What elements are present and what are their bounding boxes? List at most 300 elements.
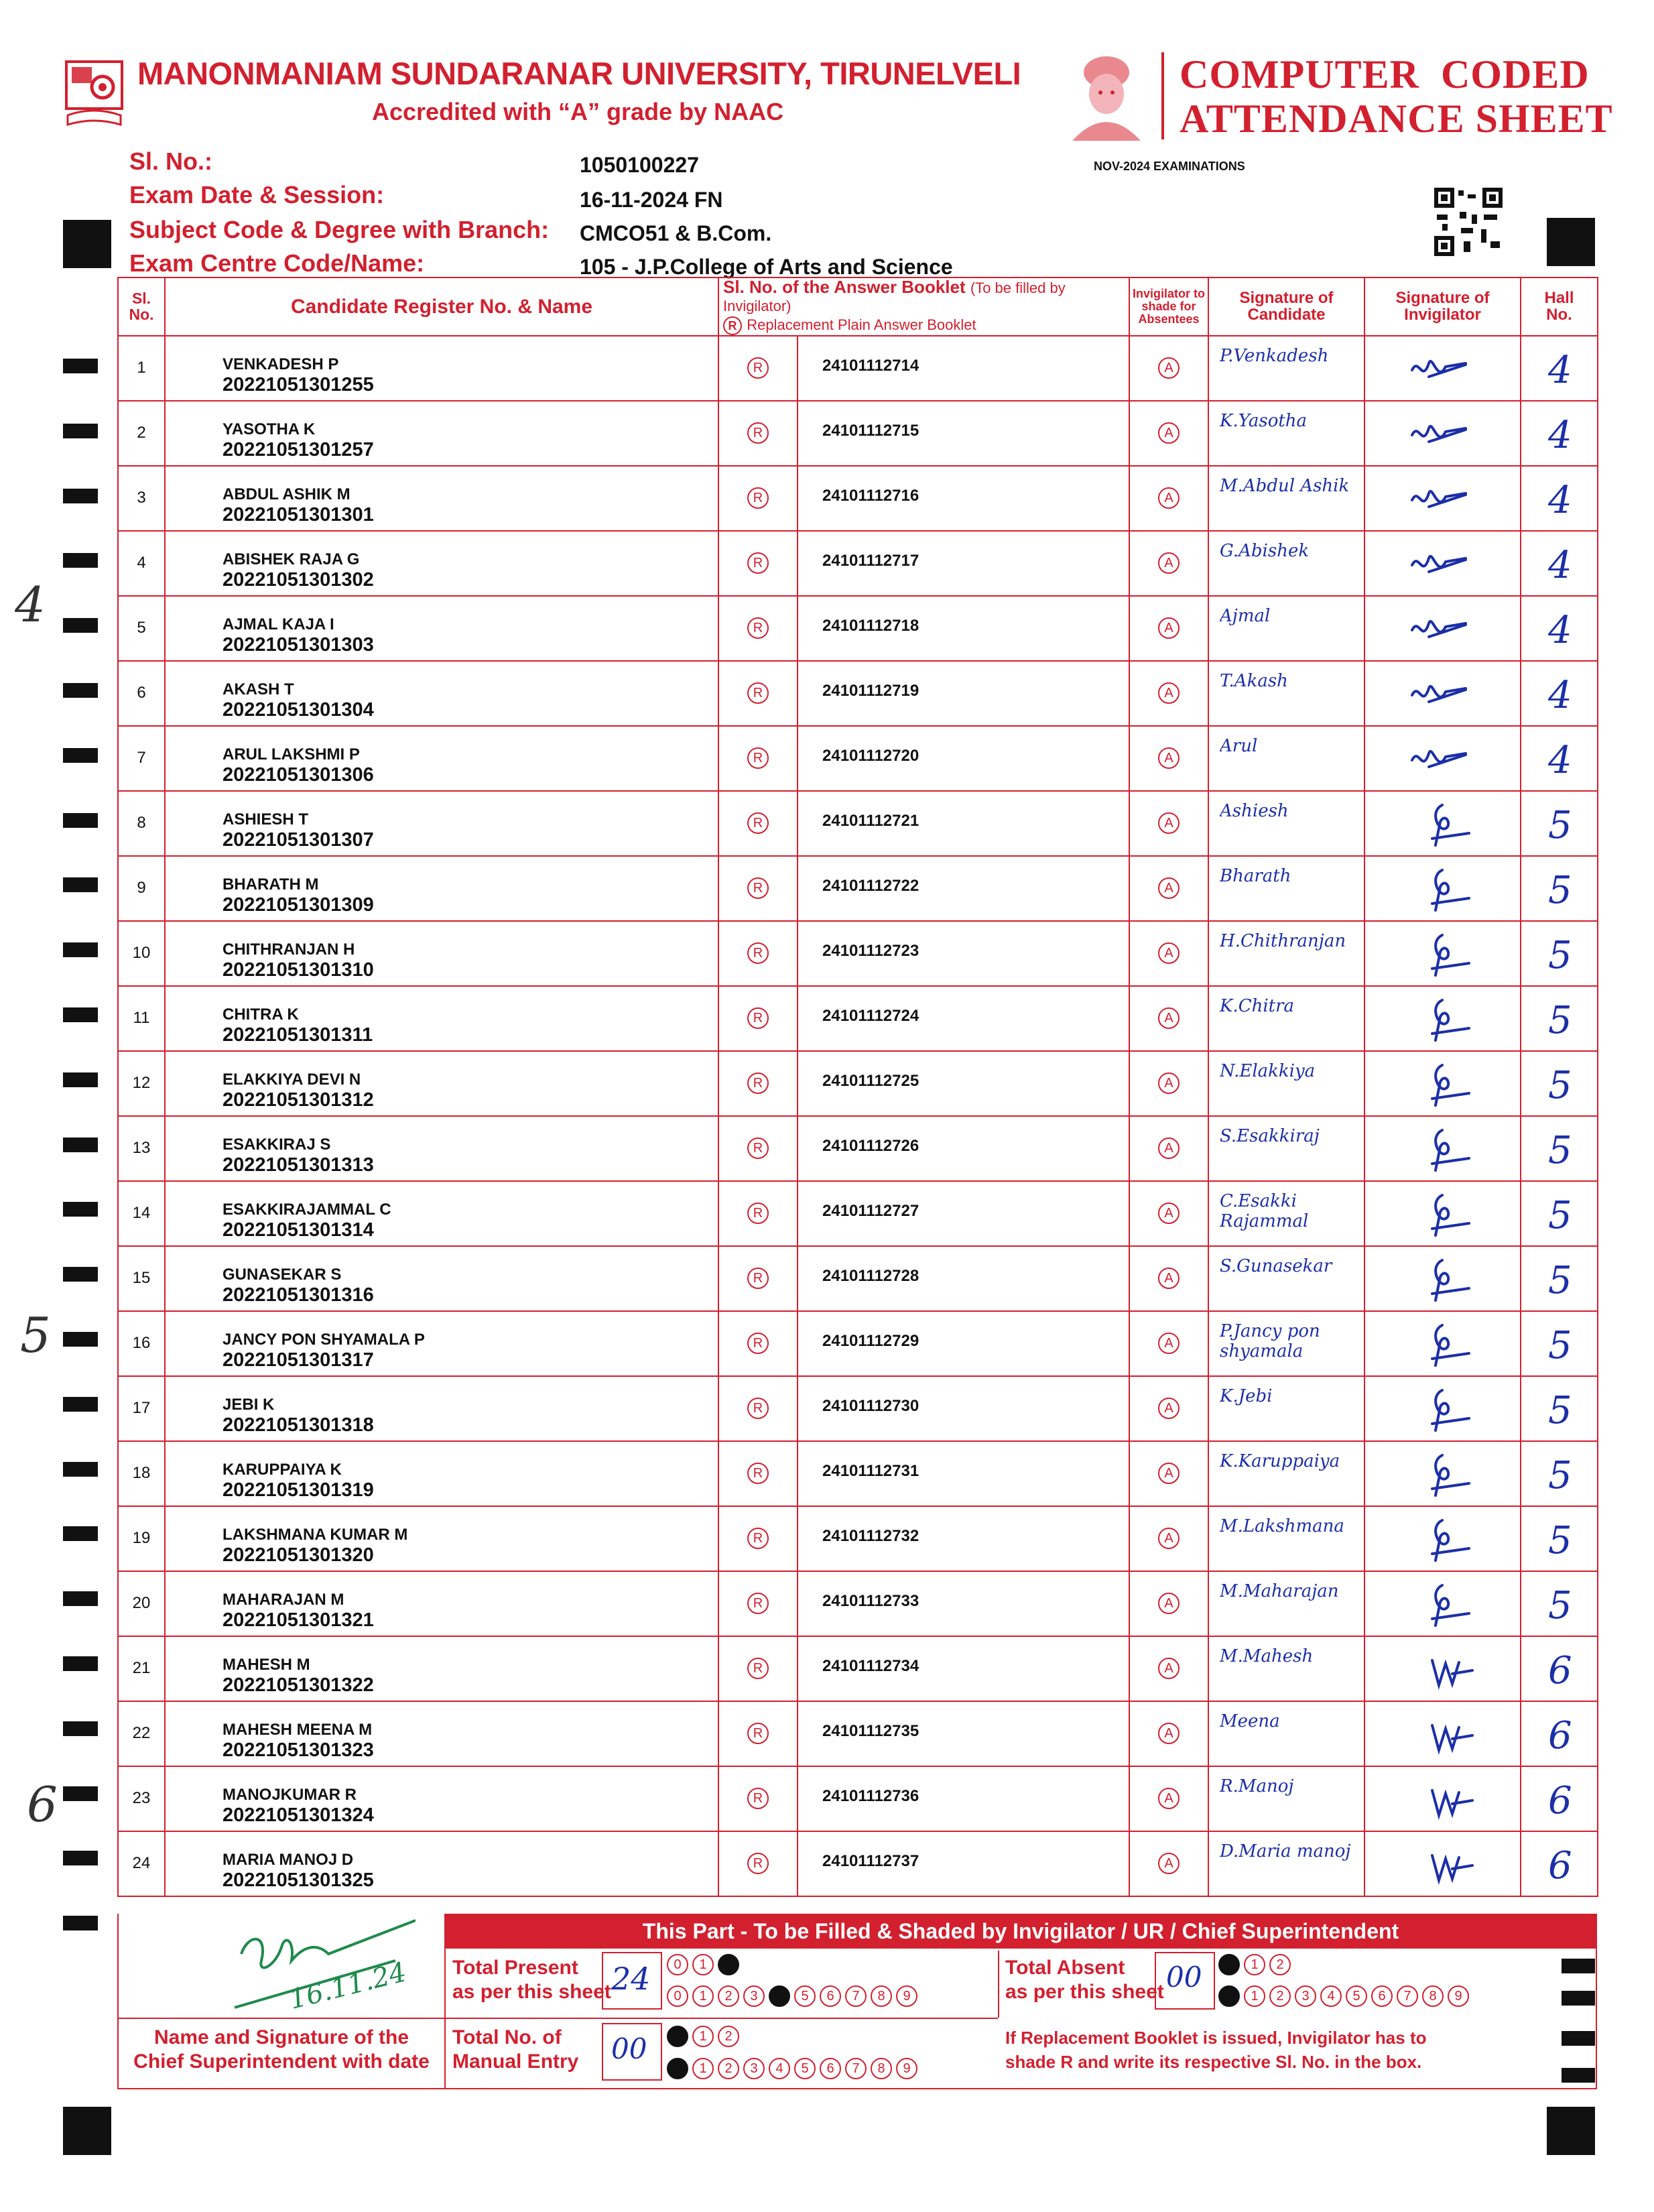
booklet-number: 24101112735 (822, 1721, 919, 1740)
table-header-row (118, 278, 1598, 336)
absent-bubble[interactable]: A (1158, 1203, 1180, 1224)
timing-mark (63, 1721, 98, 1736)
absent-bubble[interactable]: A (1158, 357, 1180, 379)
booklet-number: 24101112731 (822, 1461, 919, 1480)
booklet-cell (798, 1116, 1129, 1181)
candidate-name: ABISHEK RAJA G (222, 550, 360, 568)
replacement-bubble[interactable]: R (747, 1333, 769, 1354)
invigilator-signature-cell (1364, 466, 1521, 531)
booklet-cell (798, 661, 1129, 726)
booklet-cell (798, 401, 1129, 466)
absent-bubble[interactable]: A (1158, 682, 1180, 704)
hall-cell (1521, 1831, 1598, 1896)
timing-mark (63, 877, 98, 892)
invigilator-signature (1365, 987, 1521, 1050)
present-tens-bubbles[interactable]: 0 1 2 (667, 1954, 739, 1975)
row-sl: 24 (118, 1831, 165, 1896)
absent-bubble[interactable]: A (1158, 552, 1180, 574)
candidate-cell (165, 1571, 718, 1636)
row-sl: 7 (118, 726, 165, 791)
hall-cell (1521, 1571, 1598, 1636)
invigilator-signature-cell (1364, 531, 1521, 596)
candidate-signature: P.Venkadesh (1220, 345, 1329, 366)
candidate-reg-no: 20221051301323 (222, 1739, 374, 1761)
replacement-bubble-cell[interactable] (718, 1116, 798, 1181)
table-row (118, 1441, 1598, 1506)
candidate-cell (165, 1506, 718, 1571)
replacement-bubble-cell[interactable] (718, 336, 798, 401)
absent-bubble-cell[interactable] (1129, 726, 1208, 791)
booklet-number: 24101112733 (822, 1591, 919, 1610)
absent-bubble-cell[interactable] (1129, 921, 1208, 986)
absent-bubble-cell[interactable] (1129, 1376, 1208, 1441)
founder-portrait (1067, 52, 1146, 141)
absent-bubble-cell[interactable] (1129, 1636, 1208, 1701)
candidate-reg-no: 20221051301313 (222, 1154, 374, 1176)
sl-no-value: 1050100227 (580, 153, 699, 177)
replacement-bubble[interactable]: R (747, 1072, 769, 1094)
absent-bubble[interactable]: A (1158, 1138, 1180, 1159)
booklet-number: 24101112737 (822, 1851, 919, 1870)
invigilator-signature (1365, 532, 1521, 595)
replacement-bubble[interactable]: R (747, 682, 769, 704)
replacement-bubble-cell[interactable] (718, 661, 798, 726)
absent-bubble[interactable]: A (1158, 812, 1180, 834)
booklet-number: 24101112721 (822, 811, 919, 830)
timing-mark (63, 1851, 98, 1865)
absent-bubble-cell[interactable] (1129, 1051, 1208, 1116)
absent-bubble[interactable]: A (1158, 942, 1180, 964)
table-row (118, 596, 1598, 661)
replacement-bubble-cell[interactable] (718, 401, 798, 466)
candidate-name: CHITRA K (222, 1005, 299, 1024)
hall-number: 4 (1548, 543, 1572, 587)
absent-bubble[interactable]: A (1158, 1398, 1180, 1419)
timing-mark (63, 1916, 98, 1930)
candidate-reg-no: 20221051301304 (222, 698, 374, 721)
replacement-bubble-cell[interactable] (718, 1831, 798, 1896)
candidate-signature: Ajmal (1220, 605, 1271, 626)
replacement-bubble[interactable]: R (747, 1723, 769, 1744)
candidate-signature-cell (1208, 1051, 1364, 1116)
header-candidate: Candidate Register No. & Name (165, 278, 718, 336)
replacement-bubble[interactable]: R (747, 877, 769, 899)
replacement-bubble[interactable]: R (747, 942, 769, 964)
chief-label: Name and Signature of the Chief Superintendent with date (133, 2026, 430, 2073)
booklet-cell (798, 1311, 1129, 1376)
replacement-bubble-cell[interactable] (718, 1181, 798, 1246)
replacement-bubble[interactable]: R (747, 1203, 769, 1224)
booklet-cell (798, 1506, 1129, 1571)
replacement-bubble-cell[interactable] (718, 596, 798, 661)
row-sl: 1 (118, 336, 165, 401)
invigilator-signature-cell (1364, 1636, 1521, 1701)
absent-bubble-cell[interactable] (1129, 1571, 1208, 1636)
absent-bubble[interactable]: A (1158, 1007, 1180, 1029)
replacement-bubble-cell[interactable] (718, 1636, 798, 1701)
candidate-cell (165, 401, 718, 466)
candidate-signature: Arul (1220, 735, 1258, 756)
candidate-reg-no: 20221051301325 (222, 1869, 374, 1891)
hall-number: 6 (1548, 1713, 1572, 1758)
candidate-signature: C.Esakki Rajammal (1220, 1190, 1309, 1231)
replacement-bubble-cell[interactable] (718, 986, 798, 1051)
invigilator-signature-cell (1364, 1831, 1521, 1896)
present-units-bubbles[interactable]: 0 1 2 3 4 5 6 7 8 9 (667, 1985, 917, 2007)
candidate-name: CHITHRANJAN H (222, 940, 355, 959)
candidate-reg-no: 20221051301301 (222, 503, 374, 526)
absent-bubble-cell[interactable] (1129, 791, 1208, 856)
absent-bubble[interactable]: A (1158, 877, 1180, 899)
row-sl: 13 (118, 1116, 165, 1181)
absent-bubble[interactable]: A (1158, 617, 1180, 639)
booklet-cell (798, 1376, 1129, 1441)
invigilator-signature-cell (1364, 401, 1521, 466)
invigilator-signature-cell (1364, 1246, 1521, 1311)
replacement-bubble-cell[interactable] (718, 531, 798, 596)
hall-number: 5 (1548, 998, 1572, 1042)
candidate-signature-cell (1208, 726, 1364, 791)
candidate-signature-cell (1208, 1766, 1364, 1831)
absent-bubble[interactable]: A (1158, 1723, 1180, 1744)
replacement-bubble-cell[interactable] (718, 1051, 798, 1116)
booklet-number: 24101112718 (822, 616, 919, 635)
replacement-bubble[interactable]: R (747, 1788, 769, 1809)
invigilator-signature-cell (1364, 1571, 1521, 1636)
invigilator-signature-cell (1364, 1051, 1521, 1116)
booklet-number: 24101112726 (822, 1136, 919, 1155)
table-row (118, 336, 1598, 401)
table-row (118, 1766, 1598, 1831)
absent-bubble-cell[interactable] (1129, 466, 1208, 531)
candidate-reg-no: 20221051301321 (222, 1609, 374, 1631)
row-sl: 4 (118, 531, 165, 596)
candidate-cell (165, 466, 718, 531)
registration-mark (63, 220, 111, 268)
candidate-signature-cell (1208, 1311, 1364, 1376)
candidate-reg-no: 20221051301314 (222, 1219, 374, 1241)
candidate-reg-no: 20221051301317 (222, 1349, 374, 1371)
booklet-cell (798, 1831, 1129, 1896)
candidate-reg-no: 20221051301302 (222, 568, 374, 591)
replacement-bubble[interactable]: R (747, 1268, 769, 1289)
candidate-cell (165, 596, 718, 661)
candidate-name: BHARATH M (222, 875, 319, 894)
absent-bubble-cell[interactable] (1129, 1311, 1208, 1376)
timing-mark (1562, 1959, 1595, 1973)
row-sl: 8 (118, 791, 165, 856)
absent-bubble[interactable]: A (1158, 1333, 1180, 1354)
timing-mark (63, 1462, 98, 1477)
booklet-number: 24101112729 (822, 1331, 919, 1350)
timing-mark (63, 942, 98, 957)
absent-bubble[interactable]: A (1158, 1072, 1180, 1094)
table-row (118, 791, 1598, 856)
invigilator-signature-cell (1364, 1311, 1521, 1376)
candidate-name: JANCY PON SHYAMALA P (222, 1330, 425, 1349)
absent-bubble[interactable]: A (1158, 1788, 1180, 1809)
candidate-signature: P.Jancy pon shyamala (1220, 1320, 1320, 1361)
exam-date-value: 16-11-2024 FN (580, 188, 723, 212)
registration-mark (1547, 218, 1595, 266)
candidate-signature-cell (1208, 986, 1364, 1051)
candidate-reg-no: 20221051301318 (222, 1414, 374, 1436)
absent-bubble-cell[interactable] (1129, 531, 1208, 596)
subject-value: CMCO51 & B.Com. (580, 221, 772, 245)
candidate-signature-cell (1208, 531, 1364, 596)
hall-number: 5 (1548, 1583, 1572, 1627)
absent-bubble-cell[interactable] (1129, 1701, 1208, 1766)
candidate-signature-cell (1208, 921, 1364, 986)
replacement-bubble-cell[interactable] (718, 921, 798, 986)
sl-no-label: Sl. No.: (129, 147, 212, 175)
candidate-signature-cell (1208, 661, 1364, 726)
row-sl: 11 (118, 986, 165, 1051)
hall-number: 5 (1548, 1453, 1572, 1497)
chief-date: 16.11.24 (286, 1957, 410, 2016)
absent-bubble[interactable]: A (1158, 422, 1180, 444)
candidate-name: ESAKKIRAJAMMAL C (222, 1200, 391, 1219)
absent-bubble[interactable]: A (1158, 747, 1180, 769)
booklet-number: 24101112732 (822, 1526, 919, 1545)
candidate-name: ABDUL ASHIK M (222, 485, 351, 503)
replacement-bubble[interactable]: R (747, 487, 769, 509)
margin-note: 5 (20, 1307, 51, 1363)
candidate-reg-no: 20221051301310 (222, 959, 374, 981)
table-row (118, 726, 1598, 791)
absent-bubble-cell[interactable] (1129, 661, 1208, 726)
table-row (118, 531, 1598, 596)
invigilator-signature-cell (1364, 856, 1521, 921)
manual-units-bubbles[interactable]: 0 1 2 3 4 5 6 7 8 9 (667, 2058, 917, 2079)
absent-bubble[interactable]: A (1158, 1528, 1180, 1549)
invigilator-signature (1365, 336, 1521, 400)
invigilator-signature (1365, 1832, 1521, 1896)
table-row (118, 1311, 1598, 1376)
centre-value: 105 - J.P.College of Arts and Science (580, 255, 953, 279)
replacement-bubble[interactable]: R (747, 1853, 769, 1874)
invigilator-signature (1365, 597, 1521, 660)
invigilator-signature-cell (1364, 661, 1521, 726)
candidate-signature-cell (1208, 1441, 1364, 1506)
row-sl: 22 (118, 1701, 165, 1766)
replacement-bubble-cell[interactable] (718, 1766, 798, 1831)
replacement-bubble[interactable]: R (747, 422, 769, 444)
candidate-cell (165, 1831, 718, 1896)
replacement-bubble[interactable]: R (747, 357, 769, 379)
booklet-cell (798, 1051, 1129, 1116)
candidate-name: MARIA MANOJ D (222, 1850, 354, 1869)
booklet-number: 24101112730 (822, 1396, 919, 1415)
absent-bubble[interactable]: A (1158, 1463, 1180, 1484)
absent-bubble-cell[interactable] (1129, 596, 1208, 661)
booklet-cell (798, 1766, 1129, 1831)
booklet-number: 24101112723 (822, 941, 919, 960)
invigilator-signature (1365, 402, 1521, 465)
hall-cell (1521, 1051, 1598, 1116)
replacement-bubble-cell[interactable] (718, 1701, 798, 1766)
table-row (118, 401, 1598, 466)
hall-cell (1521, 1376, 1598, 1441)
replacement-bubble-cell[interactable] (718, 1246, 798, 1311)
replacement-bubble[interactable]: R (747, 552, 769, 574)
table-row (118, 921, 1598, 986)
candidate-signature-cell (1208, 1116, 1364, 1181)
booklet-cell (798, 1181, 1129, 1246)
replacement-bubble[interactable]: R (747, 1463, 769, 1484)
hall-cell (1521, 1181, 1598, 1246)
candidate-signature: S.Esakkiraj (1220, 1125, 1320, 1146)
manual-tens-bubbles[interactable]: 0 1 2 (667, 2026, 739, 2047)
timing-mark (1562, 2031, 1595, 2046)
replacement-bubble-cell[interactable] (718, 1376, 798, 1441)
header-sig-invigilator: Signature of Invigilator (1364, 278, 1521, 336)
absent-bubble-cell[interactable] (1129, 1506, 1208, 1571)
replacement-bubble[interactable]: R (747, 1658, 769, 1679)
replacement-bubble[interactable]: R (747, 1398, 769, 1419)
absent-bubble-cell[interactable] (1129, 1441, 1208, 1506)
candidate-reg-no: 20221051301312 (222, 1089, 374, 1111)
absent-bubble-cell[interactable] (1129, 401, 1208, 466)
table-row (118, 1116, 1598, 1181)
candidate-name: YASOTHA K (222, 420, 316, 438)
timing-mark (63, 683, 98, 698)
replacement-bubble[interactable]: R (747, 1007, 769, 1029)
row-sl: 10 (118, 921, 165, 986)
candidate-cell (165, 1766, 718, 1831)
replacement-bubble-cell[interactable] (718, 856, 798, 921)
table-row (118, 1051, 1598, 1116)
hall-number: 4 (1548, 608, 1572, 652)
absent-units-bubbles[interactable]: 0 1 2 3 4 5 6 7 8 9 (1218, 1985, 1469, 2007)
booklet-cell (798, 1636, 1129, 1701)
exam-date-label: Exam Date & Session: (129, 181, 385, 208)
hall-number: 4 (1548, 673, 1572, 717)
absent-bubble[interactable]: A (1158, 487, 1180, 509)
replacement-bubble-cell[interactable] (718, 1441, 798, 1506)
replacement-bubble-cell[interactable] (718, 791, 798, 856)
hall-number: 5 (1548, 1128, 1572, 1172)
replacement-bubble-cell[interactable] (718, 1506, 798, 1571)
absent-bubble-cell[interactable] (1129, 986, 1208, 1051)
absent-bubble[interactable]: A (1158, 1853, 1180, 1874)
replacement-bubble[interactable]: R (747, 1528, 769, 1549)
invigilator-signature (1365, 1507, 1521, 1571)
replacement-bubble[interactable]: R (747, 1593, 769, 1614)
absent-bubble-cell[interactable] (1129, 1116, 1208, 1181)
candidate-name: LAKSHMANA KUMAR M (222, 1525, 408, 1544)
timing-mark (63, 618, 98, 633)
subject-label: Subject Code & Degree with Branch: (129, 216, 550, 243)
replacement-bubble[interactable]: R (747, 747, 769, 769)
replacement-bubble-cell[interactable] (718, 726, 798, 791)
booklet-number: 24101112728 (822, 1266, 919, 1285)
booklet-cell (798, 596, 1129, 661)
absent-bubble-cell[interactable] (1129, 1766, 1208, 1831)
candidate-signature-cell (1208, 1701, 1364, 1766)
absent-bubble-cell[interactable] (1129, 856, 1208, 921)
table-row (118, 1636, 1598, 1701)
absent-bubble[interactable]: A (1158, 1658, 1180, 1679)
absent-tens-bubbles[interactable]: 0 1 2 (1218, 1954, 1291, 1975)
candidate-signature: K.Yasotha (1220, 410, 1308, 431)
invigilator-signature (1365, 1052, 1521, 1115)
candidate-cell (165, 726, 718, 791)
absent-bubble-cell[interactable] (1129, 1181, 1208, 1246)
absent-bubble-cell[interactable] (1129, 336, 1208, 401)
candidate-cell (165, 986, 718, 1051)
hall-cell (1521, 1701, 1598, 1766)
replacement-bubble[interactable]: R (747, 1138, 769, 1159)
candidate-signature-cell (1208, 1636, 1364, 1701)
invigilator-signature-cell (1364, 921, 1521, 986)
timing-mark (63, 1397, 98, 1412)
booklet-number: 24101112736 (822, 1786, 919, 1805)
hall-number: 4 (1548, 348, 1572, 392)
candidate-name: AKASH T (222, 680, 294, 698)
candidate-cell (165, 1181, 718, 1246)
candidate-cell (165, 336, 718, 401)
hall-cell (1521, 1766, 1598, 1831)
total-absent-label: Total Absent as per this sheet (1005, 1957, 1164, 2003)
qr-code (1434, 188, 1503, 256)
timing-mark (63, 1526, 98, 1541)
hall-cell (1521, 921, 1598, 986)
header-hall: Hall No. (1521, 278, 1598, 336)
margin-note: 4 (15, 576, 46, 633)
timing-mark (63, 424, 98, 438)
candidate-signature: M.Maharajan (1220, 1581, 1339, 1601)
invigilator-signature (1365, 467, 1521, 530)
table-row (118, 1831, 1598, 1896)
candidate-name: ASHIESH T (222, 810, 309, 828)
absent-bubble-cell[interactable] (1129, 1246, 1208, 1311)
hall-number: 6 (1548, 1648, 1572, 1693)
replacement-bubble[interactable]: R (747, 617, 769, 639)
candidate-cell (165, 1441, 718, 1506)
absent-bubble[interactable]: A (1158, 1593, 1180, 1614)
candidate-signature: M.Lakshmana (1220, 1516, 1344, 1536)
row-sl: 17 (118, 1376, 165, 1441)
replacement-bubble-cell[interactable] (718, 466, 798, 531)
replacement-bubble[interactable]: R (747, 812, 769, 834)
booklet-number: 24101112720 (822, 746, 919, 765)
row-sl: 3 (118, 466, 165, 531)
row-sl: 18 (118, 1441, 165, 1506)
replacement-bubble-cell[interactable] (718, 1311, 798, 1376)
invigilator-signature-cell (1364, 1506, 1521, 1571)
invigilator-signature-cell (1364, 336, 1521, 401)
absent-bubble[interactable]: A (1158, 1268, 1180, 1289)
replacement-bubble-cell[interactable] (718, 1571, 798, 1636)
timing-mark (63, 1591, 98, 1606)
accreditation-text: Accredited with “A” grade by NAAC (372, 98, 784, 125)
booklet-cell (798, 466, 1129, 531)
candidate-signature-cell (1208, 791, 1364, 856)
candidate-signature: Bharath (1220, 865, 1291, 886)
timing-mark (63, 813, 98, 828)
candidate-cell (165, 1311, 718, 1376)
hall-cell (1521, 791, 1598, 856)
candidate-signature-cell (1208, 466, 1364, 531)
absent-bubble-cell[interactable] (1129, 1831, 1208, 1896)
timing-mark (63, 1072, 98, 1087)
hall-number: 5 (1548, 803, 1572, 847)
table-row (118, 661, 1598, 726)
booklet-number: 24101112714 (822, 356, 919, 375)
candidate-reg-no: 20221051301257 (222, 438, 374, 460)
table-row (118, 1571, 1598, 1636)
